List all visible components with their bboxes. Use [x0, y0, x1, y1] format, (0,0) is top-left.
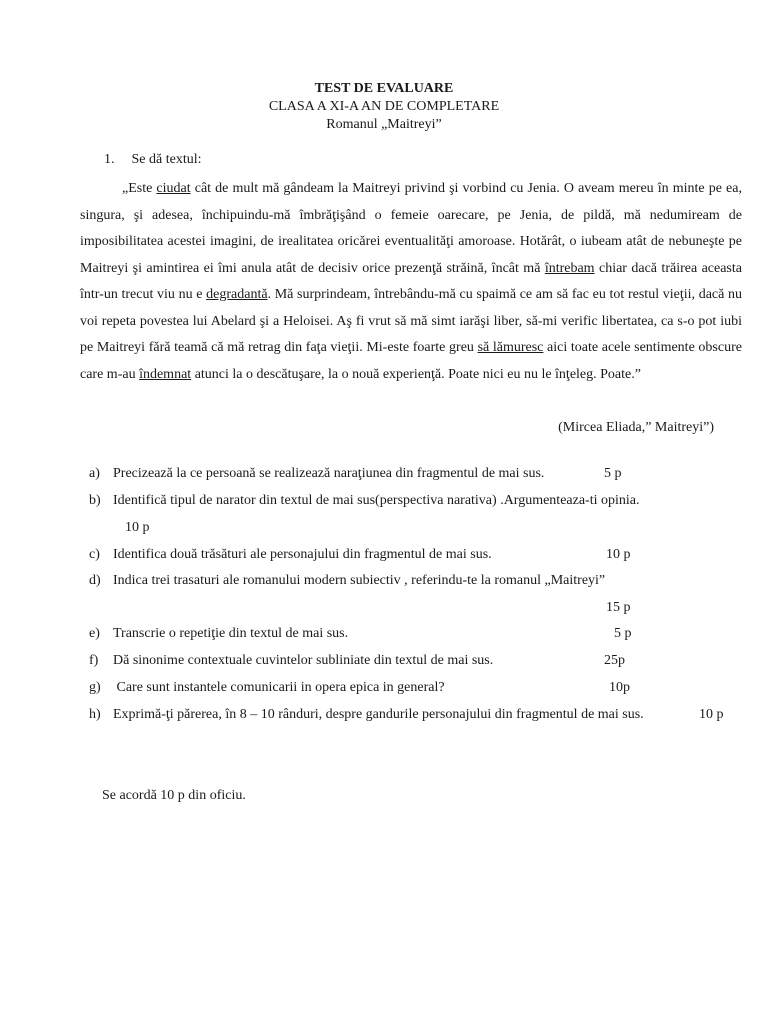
passage-source: (Mircea Eliada,” Maitreyi”) — [558, 420, 714, 435]
exercise-label: Se dă textul: — [131, 152, 202, 167]
question-points: 15 p — [606, 600, 631, 615]
question-h — [89, 707, 644, 723]
passage-text: „Este — [122, 181, 157, 196]
question-f — [89, 653, 493, 669]
underlined-word: ciudat — [156, 181, 191, 196]
question-c — [89, 547, 492, 563]
question-text: Exprimă-ţi părerea, în 8 – 10 rânduri, despre gandurile personajului din fragmentul de mai sus. — [113, 707, 644, 722]
question-points: 25p — [604, 653, 625, 668]
question-e — [89, 626, 348, 642]
underlined-word: îndemnat — [139, 366, 192, 382]
question-text: Indica trei trasaturi ale romanului modern subiectiv , referindu-te la romanul „Maitreyi” — [113, 573, 606, 588]
question-d — [89, 573, 605, 589]
question-label: e) — [89, 626, 100, 641]
page-topic: Romanul „Maitreyi” — [326, 117, 442, 132]
question-text: Care sunt instantele comunicarii in opera epica in general? — [113, 680, 445, 695]
question-points: 5 p — [614, 626, 632, 641]
footer-note: Se acordă 10 p din oficiu. — [102, 788, 246, 803]
header — [0, 80, 768, 134]
question-label: d) — [89, 573, 101, 588]
question-a — [89, 466, 544, 482]
page-subtitle: CLASA A XI-A AN DE COMPLETARE — [268, 99, 500, 114]
question-label: a) — [89, 466, 100, 481]
question-label: b) — [89, 493, 101, 508]
exercise-number: 1. — [104, 152, 115, 167]
passage-text: chiar dacă trăirea aceasta într-un trecut viu nu e — [80, 260, 742, 302]
question-points: 5 p — [604, 466, 622, 481]
underlined-word: să lămuresc — [477, 340, 544, 355]
question-b — [89, 493, 640, 509]
question-label: f) — [89, 653, 99, 668]
underlined-word: întrebam — [544, 260, 595, 276]
question-points: 10p — [609, 680, 630, 695]
question-label: g) — [89, 680, 101, 695]
question-label: h) — [89, 707, 101, 722]
question-points: 10 p — [606, 547, 631, 562]
page-title: TEST DE EVALUARE — [314, 81, 454, 96]
question-text: Dă sinonime contextuale cuvintelor subliniate din textul de mai sus. — [113, 653, 494, 668]
passage-text: atunci la o descătuşare, la o nouă experienţă. Poate nici eu nu le înţeleg. Poate.” — [191, 366, 641, 382]
exercise-1-heading — [104, 152, 202, 168]
question-text: Transcrie o repetiţie din textul de mai sus. — [113, 626, 349, 641]
underlined-word: degradantă — [206, 287, 268, 302]
question-text: Identifica două trăsături ale personajului din fragmentul de mai sus. — [113, 547, 492, 562]
passage-text: aici toate acele sentimente obscure care m-au — [80, 340, 742, 382]
literary-passage — [80, 176, 742, 388]
question-points: 10 p — [699, 707, 724, 722]
question-g — [89, 680, 445, 696]
question-points: 10 p — [125, 520, 150, 535]
question-text: Identifică tipul de narator din textul de mai sus(perspectiva narativa) .Argumenteaza-ti opinia. — [113, 493, 640, 508]
passage-text: cât de mult mă gândeam la Maitreyi privind şi vorbind cu Jenia. O aveam mereu în minte pe ea, singura, şi adesea, închipuindu-mă îmbrăţişând o femeie oarecare, pe Jenia, de pildă, mă nedumiream de imposibilitatea acestei imagini, de irealitatea oricărei eventualităţi amoroase. Hotărât, o iubeam atât de nebuneşte pe Maitreyi şi amintirea ei îmi anula atât de decisiv orice prezenţă străină, încât mă — [80, 181, 742, 276]
passage-text: . Mă surprindeam, întrebându-mă cu spaimă ce am să fac eu tot restul vieţii, dacă nu voi repeta povestea lui Abelard şi a Heloisei. Aş fi vrut să mă simt iarăşi liber, să-mi verific libertatea, ca s-o pot iubi pe Maitreyi fără teamă că mă retrag din faţa vieţii. Mi-este foarte greu — [80, 287, 742, 355]
question-text: Precizează la ce persoană se realizează naraţiunea din fragmentul de mai sus. — [113, 466, 545, 481]
question-label: c) — [89, 547, 100, 562]
